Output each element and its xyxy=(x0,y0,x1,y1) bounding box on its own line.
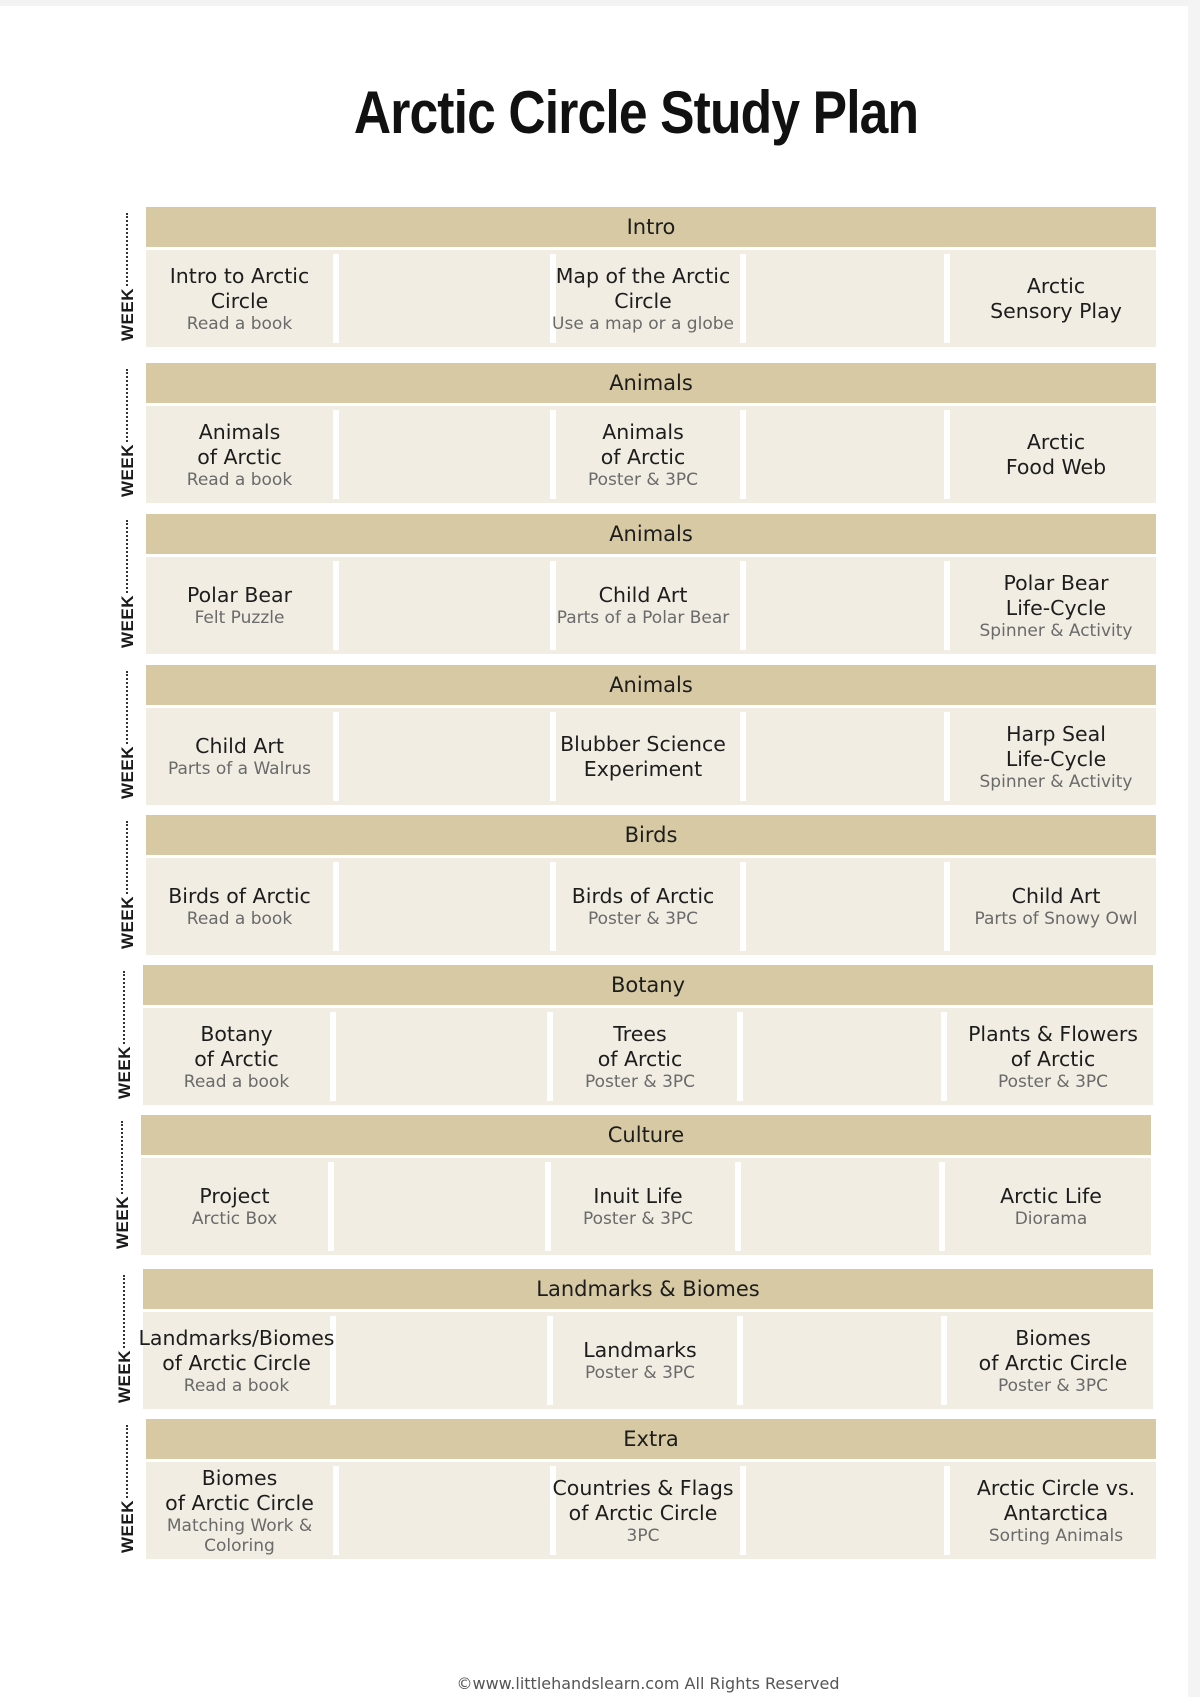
activity-title: Blubber Science Experiment xyxy=(560,731,726,781)
column-divider xyxy=(333,1466,339,1555)
week-row xyxy=(117,1419,1156,1559)
week-number-blank xyxy=(113,1275,135,1403)
column-divider xyxy=(740,862,746,951)
column-divider xyxy=(737,1012,743,1101)
week-label: WEEK xyxy=(117,1500,137,1553)
week-number-line xyxy=(126,1425,128,1498)
week-theme-header: Extra xyxy=(146,1419,1156,1459)
activity-subtitle: Parts of Snowy Owl xyxy=(974,909,1138,929)
activity-title: Countries & Flags of Arctic Circle xyxy=(552,1475,734,1525)
week-theme-header: Landmarks & Biomes xyxy=(143,1269,1153,1309)
activity-subtitle: Poster & 3PC xyxy=(997,1375,1109,1396)
activity-title: Polar Bear Life-Cycle xyxy=(1003,570,1109,620)
activity-subtitle: Sorting Animals xyxy=(988,1525,1124,1546)
week-label: WEEK xyxy=(112,1196,132,1249)
activity-subtitle: Poster & 3PC xyxy=(587,469,699,490)
activity-cell xyxy=(146,708,333,805)
activity-subtitle: Poster & 3PC xyxy=(584,1071,696,1092)
week-activities xyxy=(146,1462,1156,1559)
page-title: Arctic Circle Study Plan xyxy=(353,79,919,146)
column-divider xyxy=(944,862,950,951)
week-number-blank xyxy=(116,520,138,648)
activity-title: Polar Bear xyxy=(186,583,293,607)
activity-subtitle: Parts of a Walrus xyxy=(168,759,311,779)
column-divider xyxy=(333,862,339,951)
column-divider xyxy=(944,561,950,650)
activity-cell xyxy=(146,858,333,955)
activity-cell xyxy=(550,1462,736,1559)
column-divider xyxy=(944,410,950,499)
activity-subtitle: Arctic Box xyxy=(191,1209,278,1229)
week-number-line xyxy=(126,821,128,894)
week-label: WEEK xyxy=(114,1046,134,1099)
week-theme-header: Intro xyxy=(146,207,1156,247)
activity-title: Landmarks/Biomes of Arctic Circle xyxy=(138,1325,335,1375)
week-row xyxy=(117,363,1156,503)
activity-cell xyxy=(146,557,333,654)
activity-cell xyxy=(951,1158,1151,1255)
column-divider xyxy=(941,1316,947,1405)
week-row xyxy=(117,514,1156,654)
column-divider xyxy=(330,1012,336,1101)
week-activities xyxy=(146,708,1156,805)
activity-title: Child Art xyxy=(598,583,688,607)
week-theme-header: Animals xyxy=(146,514,1156,554)
column-divider xyxy=(333,712,339,801)
week-number-line xyxy=(123,1275,125,1348)
week-label: WEEK xyxy=(117,595,137,648)
activity-title: Intro to Arctic Circle xyxy=(169,263,310,313)
activity-subtitle: Read a book xyxy=(186,909,293,929)
activity-subtitle: Read a book xyxy=(186,313,293,334)
activity-cell xyxy=(956,557,1156,654)
activity-subtitle: Use a map or a globe xyxy=(552,313,734,334)
activity-cell xyxy=(550,406,736,503)
activity-cell xyxy=(956,1462,1156,1559)
week-label: WEEK xyxy=(114,1350,134,1403)
activity-title: Child Art xyxy=(1011,884,1101,908)
column-divider xyxy=(939,1162,945,1251)
column-divider xyxy=(941,1012,947,1101)
week-row xyxy=(114,1269,1153,1409)
activity-subtitle: Spinner & Activity xyxy=(979,620,1133,641)
week-number-line xyxy=(126,213,128,286)
copyright-footer: ©www.littlehandslearn.com All Rights Reserved xyxy=(456,1674,840,1693)
activity-title: Plants & Flowers of Arctic xyxy=(968,1021,1138,1071)
week-label: WEEK xyxy=(117,896,137,949)
column-divider xyxy=(333,561,339,650)
activity-title: Inuit Life xyxy=(593,1184,683,1208)
activity-cell xyxy=(956,708,1156,805)
activity-title: Child Art xyxy=(195,734,284,758)
activity-title: Animals of Arctic xyxy=(600,419,686,469)
week-row xyxy=(117,815,1156,955)
activity-title: Arctic Food Web xyxy=(1005,429,1107,479)
activity-cell xyxy=(956,406,1156,503)
activity-title: Landmarks xyxy=(583,1338,697,1362)
activity-cell xyxy=(953,1008,1153,1105)
activity-cell xyxy=(545,1158,731,1255)
week-activities xyxy=(146,858,1156,955)
week-row xyxy=(114,965,1153,1105)
activity-cell xyxy=(146,406,333,503)
activity-cell xyxy=(547,1312,733,1409)
activity-cell xyxy=(550,557,736,654)
activity-title: Project xyxy=(199,1184,270,1208)
activity-cell xyxy=(138,1312,335,1409)
activity-cell xyxy=(143,1008,330,1105)
week-number-blank xyxy=(116,369,138,497)
column-divider xyxy=(735,1162,741,1251)
week-activities xyxy=(138,1312,1153,1409)
activity-title: Trees of Arctic xyxy=(597,1021,683,1071)
activity-title: Animals of Arctic xyxy=(197,419,282,469)
activity-title: Arctic Circle vs. Antarctica xyxy=(976,1475,1136,1525)
activity-cell xyxy=(550,250,736,347)
activity-cell xyxy=(956,858,1156,955)
column-divider xyxy=(740,712,746,801)
activity-title: Birds of Arctic xyxy=(168,884,311,908)
week-theme-header: Culture xyxy=(141,1115,1151,1155)
activity-title: Arctic Sensory Play xyxy=(990,273,1122,323)
activity-title: Map of the Arctic Circle xyxy=(555,263,731,313)
activity-cell xyxy=(953,1312,1153,1409)
week-row xyxy=(117,665,1156,805)
week-label: WEEK xyxy=(117,288,137,341)
activity-title: Arctic Life xyxy=(1000,1184,1102,1208)
week-number-blank xyxy=(116,671,138,799)
activity-title: Biomes of Arctic Circle xyxy=(978,1325,1128,1375)
week-activities xyxy=(141,1158,1151,1255)
week-number-line xyxy=(126,671,128,744)
column-divider xyxy=(328,1162,334,1251)
week-label: WEEK xyxy=(117,746,137,799)
activity-title: Birds of Arctic xyxy=(571,884,715,908)
top-edge xyxy=(0,0,1200,6)
week-activities xyxy=(146,406,1156,503)
week-number-line xyxy=(123,971,125,1044)
week-theme-header: Animals xyxy=(146,665,1156,705)
activity-subtitle: Felt Puzzle xyxy=(194,608,285,628)
column-divider xyxy=(944,712,950,801)
week-number-blank xyxy=(111,1121,133,1249)
activity-subtitle: Spinner & Activity xyxy=(979,771,1133,792)
column-divider xyxy=(333,254,339,343)
activity-subtitle: Read a book xyxy=(186,469,293,490)
activity-cell xyxy=(547,1008,733,1105)
activity-subtitle: Poster & 3PC xyxy=(582,1209,694,1229)
activity-subtitle: Matching Work & Coloring xyxy=(166,1515,313,1556)
activity-subtitle: Parts of a Polar Bear xyxy=(556,608,730,628)
week-number-line xyxy=(121,1121,123,1194)
week-activities xyxy=(146,250,1156,347)
activity-title: Biomes of Arctic Circle xyxy=(165,1465,314,1515)
week-number-blank xyxy=(116,213,138,341)
activity-cell xyxy=(550,858,736,955)
activity-subtitle: Poster & 3PC xyxy=(997,1071,1109,1092)
week-number-line xyxy=(126,369,128,442)
activity-subtitle: 3PC xyxy=(626,1525,660,1546)
column-divider xyxy=(740,410,746,499)
activity-title: Botany of Arctic xyxy=(194,1021,279,1071)
week-label: WEEK xyxy=(117,444,137,497)
week-activities xyxy=(146,557,1156,654)
week-number-blank xyxy=(116,1425,138,1553)
week-number-blank xyxy=(116,821,138,949)
week-activities xyxy=(143,1008,1153,1105)
activity-subtitle: Poster & 3PC xyxy=(584,1363,696,1383)
week-row xyxy=(112,1115,1151,1255)
week-theme-header: Animals xyxy=(146,363,1156,403)
column-divider xyxy=(740,254,746,343)
week-number-blank xyxy=(113,971,135,1099)
activity-subtitle: Read a book xyxy=(183,1375,290,1396)
column-divider xyxy=(944,1466,950,1555)
column-divider xyxy=(740,1466,746,1555)
week-theme-header: Birds xyxy=(146,815,1156,855)
column-divider xyxy=(333,410,339,499)
activity-subtitle: Poster & 3PC xyxy=(587,909,699,929)
activity-title: Harp Seal Life-Cycle xyxy=(1005,721,1107,771)
activity-cell xyxy=(146,1462,333,1559)
activity-cell xyxy=(141,1158,328,1255)
week-theme-header: Botany xyxy=(143,965,1153,1005)
activity-cell xyxy=(146,250,333,347)
week-number-line xyxy=(126,520,128,593)
column-divider xyxy=(740,561,746,650)
activity-subtitle: Read a book xyxy=(183,1071,290,1092)
activity-subtitle: Diorama xyxy=(1014,1209,1088,1229)
week-row xyxy=(117,207,1156,347)
right-edge xyxy=(1188,0,1200,1697)
activity-cell xyxy=(956,250,1156,347)
column-divider xyxy=(737,1316,743,1405)
column-divider xyxy=(944,254,950,343)
activity-cell xyxy=(550,708,736,805)
